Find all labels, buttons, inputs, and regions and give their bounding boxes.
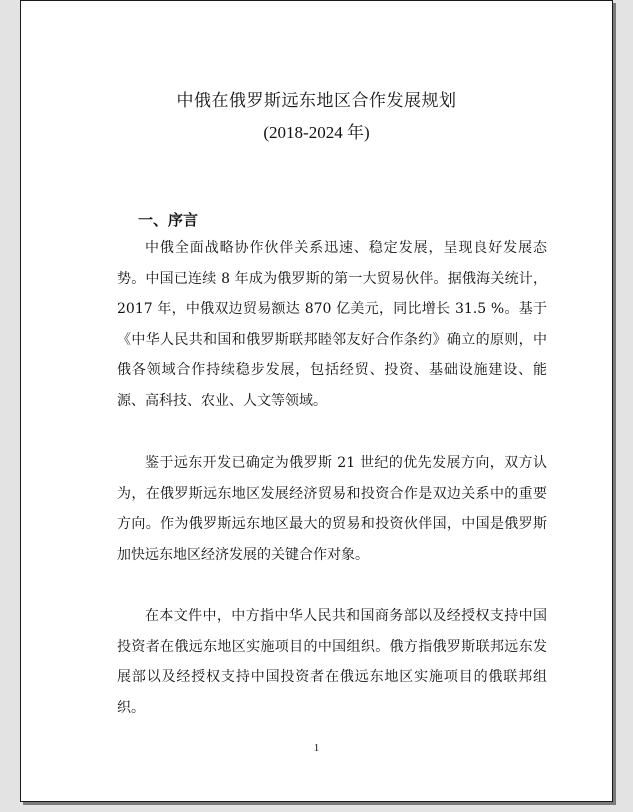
- paragraph-1: 中俄全面战略协作伙伴关系迅速、稳定发展，呈现良好发展态势。中国已连续 8 年成为俄罗斯的第一大贸易伙伴。据俄海关统计，2017 年，中俄双边贸易额达 870 亿美元，同比增长 31.5 %。基于《中华人民共和国和俄罗斯联邦睦邻友好合作条约》确立的原则，中俄各领域合作持续稳步发展，包括经贸、投资、基础设施建设、能源、高科技、农业、人文等领域。: [117, 240, 547, 409]
- section-heading: 一、序言: [138, 211, 199, 229]
- page-number: 1: [313, 742, 320, 754]
- document-page: [20, 0, 613, 802]
- paragraph-2: 鉴于远东开发已确定为俄罗斯 21 世纪的优先发展方向，双方认为，在俄罗斯远东地区发展经济贸易和投资合作是双边关系中的重要方向。作为俄罗斯远东地区最大的贸易和投资伙伴国，中国是俄罗斯加快远东地区经济发展的关键合作对象。: [117, 455, 547, 563]
- title-block: [21, 88, 612, 146]
- document-subtitle: (2018-2024 年): [263, 123, 370, 142]
- document-title: 中俄在俄罗斯远东地区合作发展规划: [176, 91, 457, 111]
- paragraph-3: 在本文件中，中方指中华人民共和国商务部以及经授权支持中国投资者在俄远东地区实施项目的中国组织。俄方指俄罗斯联邦远东发展部以及经授权支持中国投资者在俄远东地区实施项目的俄联邦组织。: [117, 608, 547, 716]
